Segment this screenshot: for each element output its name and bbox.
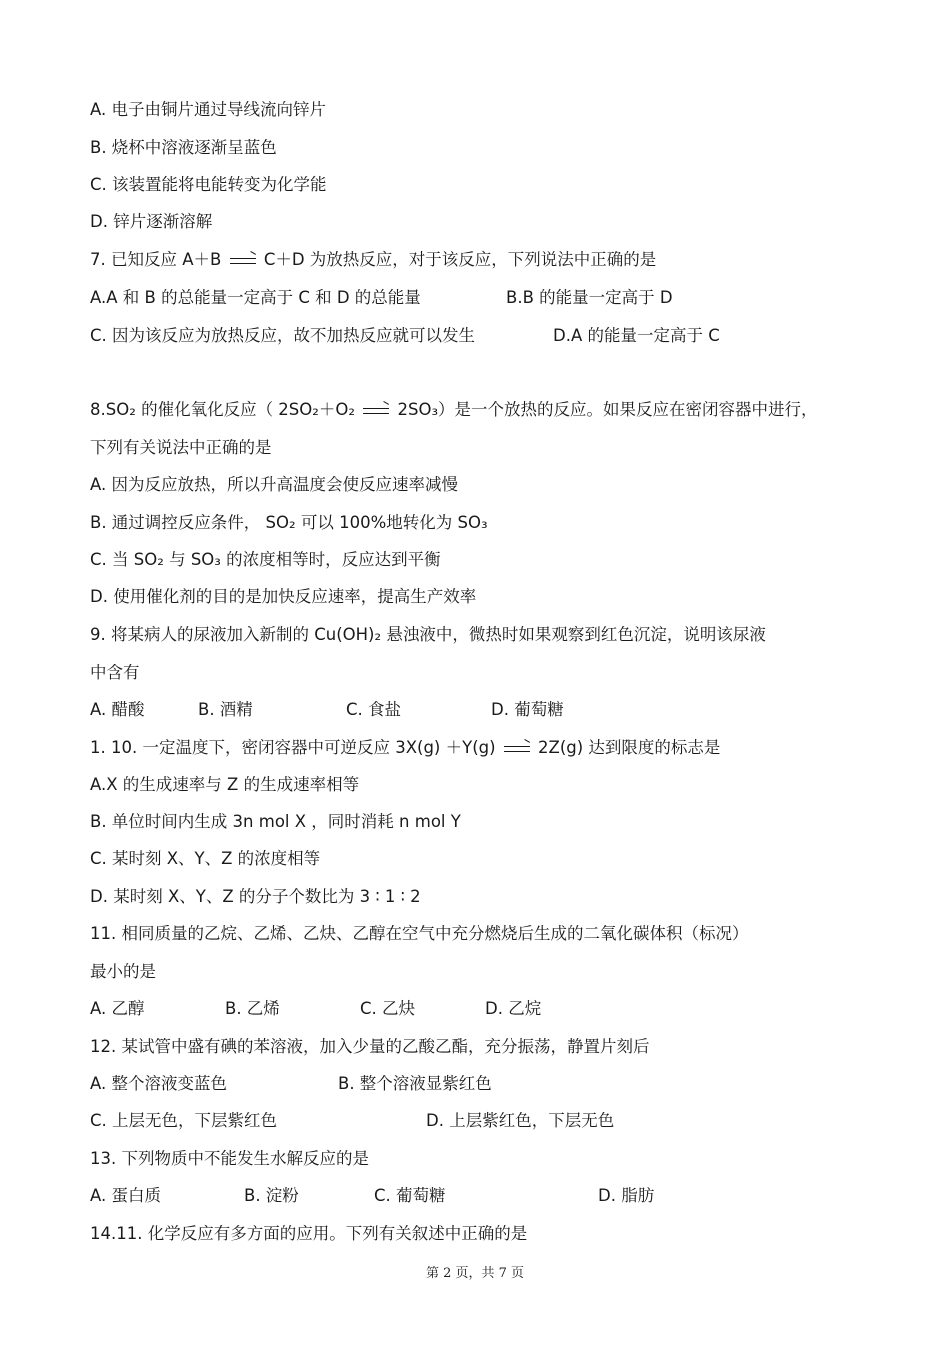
q6-option-a: A. 电子由铜片通过导线流向锌片 <box>90 100 326 119</box>
equilibrium-arrow-icon <box>504 743 530 755</box>
q7-stem-after: C＋D 为放热反应，对于该反应，下列说法中正确的是 <box>258 250 657 269</box>
q10-option-a: A.X 的生成速率与 Z 的生成速率相等 <box>90 775 360 794</box>
q10-option-c: C. 某时刻 X、Y、Z 的浓度相等 <box>90 849 321 868</box>
q8-option-d: D. 使用催化剂的目的是加快反应速率，提高生产效率 <box>90 587 477 606</box>
q12-stem: 12. 某试管中盛有碘的苯溶液，加入少量的乙酸乙酯，充分振荡，静置片刻后 <box>90 1037 650 1056</box>
q11-stem: 11. 相同质量的乙烷、乙烯、乙炔、乙醇在空气中充分燃烧后生成的二氧化碳体积（标况） <box>90 924 749 943</box>
q11-option-a: A. 乙醇 <box>90 999 145 1018</box>
q7-option-a: A.A 和 B 的总能量一定高于 C 和 D 的总能量 <box>90 288 421 307</box>
q11-option-c: C. 乙炔 <box>360 999 416 1018</box>
q11-option-d: D. 乙烷 <box>485 999 542 1018</box>
q9-option-d: D. 葡萄糖 <box>491 700 564 719</box>
q6-option-c: C. 该装置能将电能转变为化学能 <box>90 175 327 194</box>
q10-option-b: B. 单位时间内生成 3n mol X ，同时消耗 n mol Y <box>90 812 461 831</box>
q13-option-a: A. 蛋白质 <box>90 1186 161 1205</box>
q7-option-c: C. 因为该反应为放热反应，故不加热反应就可以发生 <box>90 326 476 345</box>
q9-option-b: B. 酒精 <box>198 700 253 719</box>
q6-option-b: B. 烧杯中溶液逐渐呈蓝色 <box>90 138 277 157</box>
q8-option-b: B. 通过调控反应条件， SO₂ 可以 100%地转化为 SO₃ <box>90 513 488 532</box>
q10-stem <box>90 737 720 759</box>
q13-option-b: B. 淀粉 <box>244 1186 299 1205</box>
q7-stem <box>90 249 656 271</box>
q8-option-a: A. 因为反应放热，所以升高温度会使反应速率减慢 <box>90 475 458 494</box>
q12-option-c: C. 上层无色，下层紫红色 <box>90 1111 278 1130</box>
q12-option-a: A. 整个溶液变蓝色 <box>90 1074 227 1093</box>
q12-option-b: B. 整个溶液显紫红色 <box>338 1074 492 1093</box>
q8-stem-before: 8.SO₂ 的催化氧化反应（ 2SO₂＋O₂ <box>90 400 361 419</box>
q8-stem <box>90 399 818 421</box>
q7-stem-before: 7. 已知反应 A＋B <box>90 250 227 269</box>
q7-option-d: D.A 的能量一定高于 C <box>553 326 720 345</box>
equilibrium-arrow-icon <box>363 405 389 417</box>
q13-option-d: D. 脂肪 <box>598 1186 655 1205</box>
q6-option-d: D. 锌片逐渐溶解 <box>90 212 213 231</box>
q7-option-b: B.B 的能量一定高于 D <box>506 288 673 307</box>
q13-stem: 13. 下列物质中不能发生水解反应的是 <box>90 1149 369 1168</box>
q13-option-c: C. 葡萄糖 <box>374 1186 446 1205</box>
q10-option-d: D. 某时刻 X、Y、Z 的分子个数比为 3 ∶ 1 ∶ 2 <box>90 887 421 906</box>
q8-stem-line-2: 下列有关说法中正确的是 <box>90 438 272 457</box>
page-footer: 第 2 页，共 7 页 <box>425 1266 525 1281</box>
q12-option-d: D. 上层紫红色，下层无色 <box>426 1111 615 1130</box>
q9-stem-line-2: 中含有 <box>90 663 140 682</box>
q8-option-c: C. 当 SO₂ 与 SO₃ 的浓度相等时，反应达到平衡 <box>90 550 441 569</box>
q11-option-b: B. 乙烯 <box>225 999 280 1018</box>
q9-option-c: C. 食盐 <box>346 700 402 719</box>
q9-option-a: A. 醋酸 <box>90 700 145 719</box>
q11-stem-line-2: 最小的是 <box>90 962 156 981</box>
q14-stem: 14.11. 化学反应有多方面的应用。下列有关叙述中正确的是 <box>90 1224 528 1243</box>
q10-stem-before: 1. 10. 一定温度下，密闭容器中可逆反应 3X(g) ＋Y(g) <box>90 738 501 757</box>
equilibrium-arrow-icon <box>230 255 256 267</box>
q10-stem-after: 2Z(g) 达到限度的标志是 <box>532 738 721 757</box>
q8-stem-after: 2SO₃）是一个放热的反应。如果反应在密闭容器中进行， <box>392 400 818 419</box>
q9-stem: 9. 将某病人的尿液加入新制的 Cu(OH)₂ 悬浊液中，微热时如果观察到红色沉淀，说明该尿液 <box>90 625 766 644</box>
